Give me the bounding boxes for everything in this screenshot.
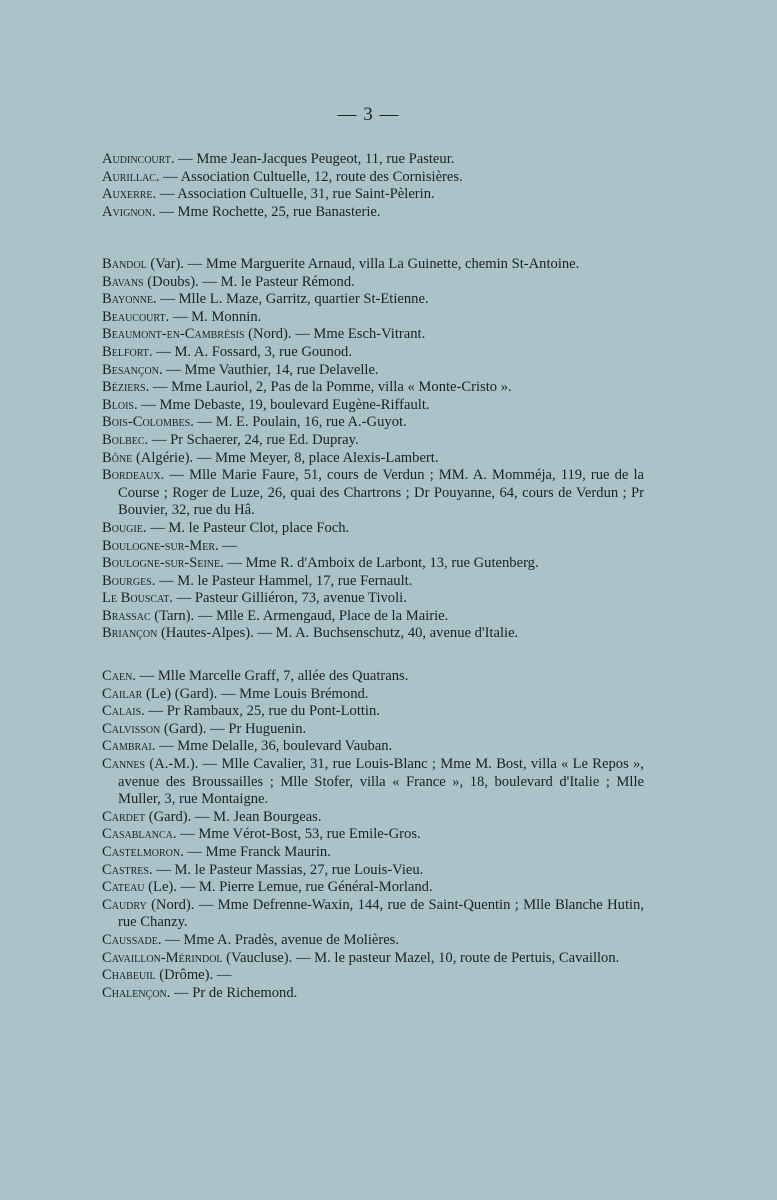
entry-place: Bône: [102, 449, 133, 466]
directory-entry: [102, 326, 630, 344]
entry-details: (Nord). — Mme Defrenne-Waxin, 144, rue de Saint-Quentin ; Mlle Blanche Hutin, rue Chanzy.: [118, 896, 644, 931]
entry-place: Aurillac.: [102, 168, 160, 185]
directory-entry: [102, 450, 630, 468]
entry-place: Beaucourt.: [102, 308, 170, 325]
entry-details: — Association Cultuelle, 12, route des Cornisières.: [159, 168, 463, 185]
entry-place: Auxerre.: [102, 186, 157, 203]
entry-details: (Gard). — Pr Huguenin.: [160, 720, 307, 737]
entry-place: Castelmoron.: [102, 843, 184, 860]
entry-details: — Mme Vérot-Bost, 53, rue Emile-Gros.: [176, 826, 421, 843]
directory-entry: [102, 950, 644, 968]
directory-entry: [102, 344, 630, 362]
entry-place: Bavans: [102, 273, 144, 290]
directory-entry: [102, 538, 630, 556]
entry-details: (Le). — M. Pierre Lemue, rue Général-Morland.: [144, 879, 433, 896]
directory-entry: [102, 668, 630, 686]
directory-entry: [102, 432, 630, 450]
directory-entry: [102, 555, 630, 573]
entry-details: — M. A. Fossard, 3, rue Gounod.: [152, 343, 353, 360]
entry-details: — Mlle L. Maze, Garritz, quartier St-Etienne.: [156, 291, 429, 308]
entry-place: Caussade.: [102, 931, 162, 948]
entry-place: Cardet: [102, 808, 146, 825]
directory-entry: [102, 309, 630, 327]
entry-details: — Mme Lauriol, 2, Pas de la Pomme, villa « Monte-Cristo ».: [149, 379, 512, 396]
entry-details: — Mme Debaste, 19, boulevard Eugène-Riffault.: [137, 396, 430, 413]
entry-details: (Tarn). — Mlle E. Armengaud, Place de la Mairie.: [150, 607, 449, 624]
entry-place: Cailar: [102, 685, 143, 702]
directory-entry: [102, 879, 630, 897]
entry-place: Cateau: [102, 879, 145, 896]
entry-details: (Algérie). — Mme Meyer, 8, place Alexis-Lambert.: [132, 449, 439, 466]
directory-group-a: [102, 151, 630, 221]
directory-entry: [102, 967, 630, 985]
entry-place: Calais.: [102, 703, 145, 720]
entry-details: — Mme Franck Maurin.: [183, 843, 331, 860]
directory-entry: [102, 756, 644, 809]
entry-details: — Pr Rambaux, 25, rue du Pont-Lottin.: [144, 703, 380, 720]
entry-details: — Mme Vauthier, 14, rue Delavelle.: [162, 361, 379, 378]
entry-place: Avignon.: [102, 203, 156, 220]
entry-place: Bayonne.: [102, 291, 157, 308]
entry-details: (Vaucluse). — M. le pasteur Mazel, 10, route de Pertuis, Cavaillon.: [222, 949, 620, 966]
directory-group-b: [102, 256, 644, 643]
entry-place: Brassac: [102, 607, 151, 624]
entry-details: — M. le Pasteur Clot, place Foch.: [146, 519, 350, 536]
directory-entry: [102, 379, 630, 397]
entry-place: Bourges.: [102, 572, 156, 589]
entry-place: Caudry: [102, 896, 147, 913]
entry-details: — Mme A. Pradès, avenue de Molières.: [161, 931, 400, 948]
directory-entry: [102, 686, 630, 704]
directory-entry: [102, 862, 630, 880]
directory-entry: [102, 169, 630, 187]
directory-entry: [102, 573, 630, 591]
directory-entry: [102, 274, 630, 292]
entry-place: Bandol: [102, 256, 147, 272]
entry-place: Belfort.: [102, 343, 153, 360]
entry-place: Briançon: [102, 625, 158, 642]
directory-entry: [102, 826, 630, 844]
entry-place: Chabeuil: [102, 967, 156, 984]
entry-details: (Doubs). — M. le Pasteur Rémond.: [143, 273, 355, 290]
directory-entry: [102, 590, 630, 608]
entry-details: (Nord). — Mme Esch-Vitrant.: [244, 326, 426, 343]
directory-entry: [102, 256, 644, 274]
entry-details: (Gard). — M. Jean Bourgeas.: [145, 808, 322, 825]
directory-entry: [102, 703, 630, 721]
entry-place: Bougie.: [102, 519, 147, 536]
directory-entry: [102, 397, 630, 415]
entry-details: — M. E. Poulain, 16, rue A.-Guyot.: [193, 414, 407, 431]
entry-details: (Drôme). —: [155, 967, 232, 984]
entry-place: Cavaillon-Mérindol: [102, 949, 223, 966]
entry-place: Blois.: [102, 396, 138, 413]
directory-group-c: [102, 668, 644, 1002]
directory-entry: [102, 721, 630, 739]
directory-entry: [102, 844, 630, 862]
directory-entry: [102, 809, 630, 827]
entry-details: — Mme Rochette, 25, rue Banasterie.: [155, 203, 381, 220]
entry-details: — Mlle Marcelle Graff, 7, allée des Quatrans.: [135, 668, 409, 684]
directory-entry: [102, 291, 630, 309]
entry-details: (Le) (Gard). — Mme Louis Brémond.: [142, 685, 369, 702]
entry-details: — Mlle Marie Faure, 51, cours de Verdun ; MM. A. Momméja, 119, rue de la Course ; Roger de Luze, 26, quai des Chartrons ; Dr Pouyanne, 64, cours de Verdun ; Pr Bouvier, 32, rue du Hâ.: [118, 467, 644, 519]
entry-details: — Mme Jean-Jacques Peugeot, 11, rue Pasteur.: [174, 151, 455, 167]
entry-place: Audincourt.: [102, 151, 175, 167]
directory-entry: [102, 362, 630, 380]
entry-details: — Mme Delalle, 36, boulevard Vauban.: [155, 738, 393, 755]
directory-entry: [102, 414, 630, 432]
directory-entry: [102, 738, 630, 756]
directory-entry: [102, 608, 630, 626]
entry-details: — M. le Pasteur Massias, 27, rue Louis-Vieu.: [152, 861, 424, 878]
entry-place: Beaumont-en-Cambrésis: [102, 326, 245, 343]
directory-entry: [102, 151, 630, 169]
entry-details: — Pasteur Gilliéron, 73, avenue Tivoli.: [172, 590, 407, 607]
entry-place: Casablanca.: [102, 826, 177, 843]
entry-place: Bois-Colombes.: [102, 414, 194, 431]
entry-details: — Pr Schaerer, 24, rue Ed. Dupray.: [148, 431, 359, 448]
entry-place: Bordeaux.: [102, 467, 165, 484]
directory-entry: [102, 204, 630, 222]
directory-entry: [102, 985, 630, 1003]
entry-details: —: [218, 537, 237, 554]
directory-entry: [102, 932, 630, 950]
directory-entry: [102, 897, 644, 932]
directory-entry: [102, 625, 630, 643]
entry-details: (Hautes-Alpes). — M. A. Buchsenschutz, 40, avenue d'Italie.: [157, 625, 519, 642]
directory-entry: [102, 186, 630, 204]
directory-entry: [102, 520, 630, 538]
entry-place: Calvisson: [102, 720, 161, 737]
entry-place: Chalençon.: [102, 984, 171, 1001]
entry-place: Le Bouscat.: [102, 590, 173, 607]
entry-details: — M. Monnin.: [169, 308, 262, 325]
entry-place: Castres.: [102, 861, 153, 878]
entry-details: — Association Cultuelle, 31, rue Saint-Pèlerin.: [156, 186, 435, 203]
entry-place: Bolbec.: [102, 431, 149, 448]
entry-place: Besançon.: [102, 361, 163, 378]
entry-details: — Pr de Richemond.: [170, 984, 298, 1001]
entry-details: (Var). — Mme Marguerite Arnaud, villa La Guinette, chemin St-Antoine.: [146, 256, 580, 272]
entry-details: — M. le Pasteur Hammel, 17, rue Fernault.: [155, 572, 413, 589]
entry-place: Cambrai.: [102, 738, 156, 755]
entry-place: Boulogne-sur-Mer.: [102, 537, 219, 554]
directory-entry: [102, 467, 644, 520]
entry-place: Béziers.: [102, 379, 150, 396]
entry-place: Caen.: [102, 668, 136, 684]
entry-details: (A.-M.). — Mlle Cavalier, 31, rue Louis-Blanc ; Mme M. Bost, villa « Le Repos », avenue des Broussailles ; Mlle Stofer, villa « France », 18, boulevard d'Italie ; Mlle Muller, 3, rue Montaigne.: [118, 755, 644, 808]
entry-place: Cannes: [102, 755, 146, 772]
entry-place: Boulogne-sur-Seine.: [102, 555, 224, 572]
entry-details: — Mme R. d'Amboix de Larbont, 13, rue Gutenberg.: [223, 555, 539, 572]
page-number: — 3 —: [337, 104, 400, 125]
